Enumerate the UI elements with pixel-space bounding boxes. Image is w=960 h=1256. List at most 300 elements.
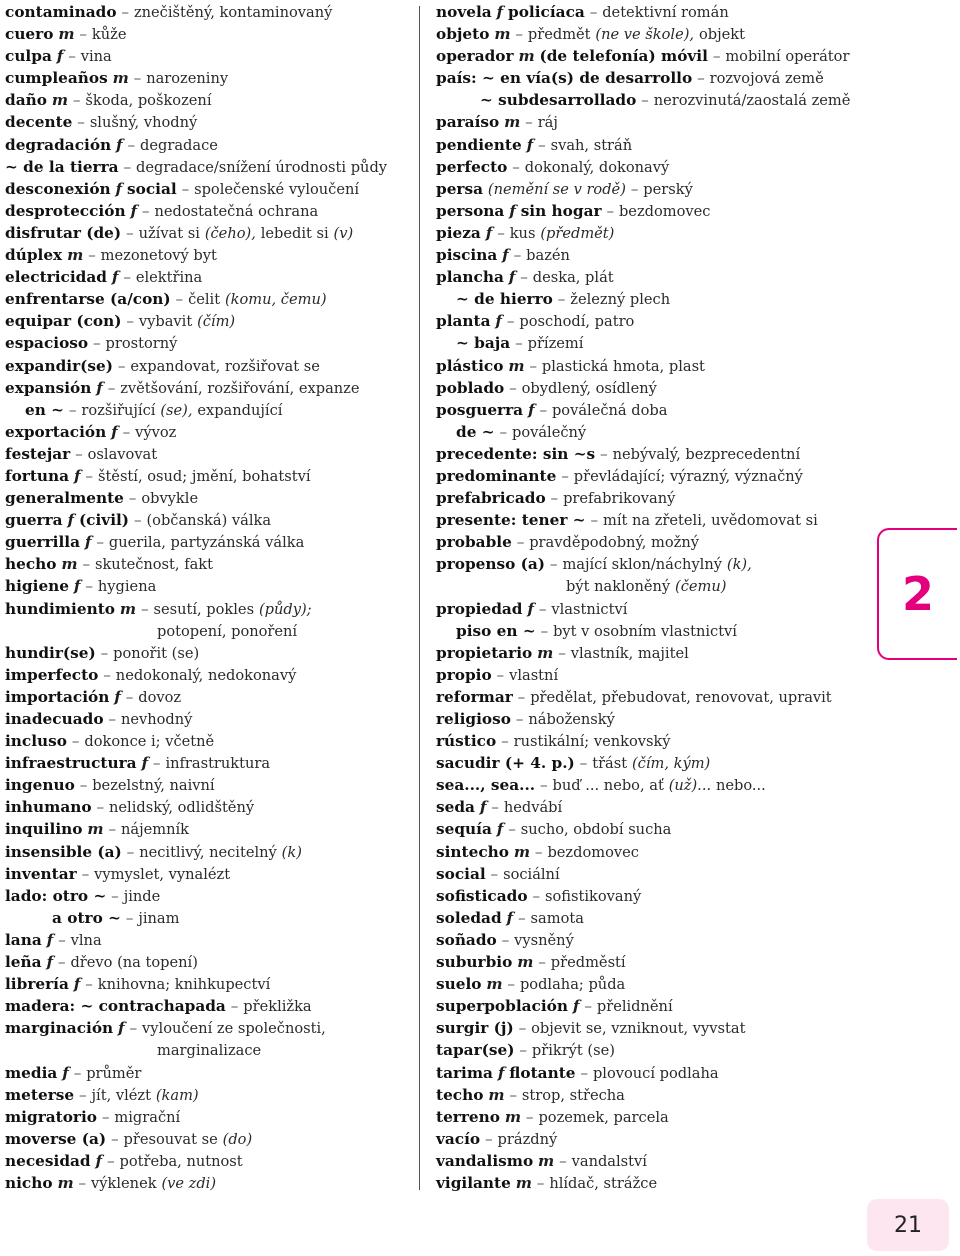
headword-continuation: sin hogar [520,201,602,220]
headword: lana [5,930,42,949]
separator-dash: – [540,776,548,795]
dictionary-entry [5,642,415,664]
separator-dash: – [85,975,93,994]
separator-dash: – [68,47,76,66]
dictionary-entry [5,487,415,509]
headword: daño [5,91,47,110]
translation: elektřina [135,269,203,287]
dictionary-entry [5,443,415,465]
dictionary-entry [436,531,866,553]
gender-marker: f [496,3,504,21]
headword: decente [5,113,73,132]
separator-dash: – [82,555,91,574]
separator-dash: – [79,25,88,44]
translation-continuation: nebo... [715,777,766,795]
translation: vandalství [571,1152,647,1170]
gender-marker: m [517,953,534,972]
separator-dash: – [230,997,239,1016]
dictionary-entry [436,708,866,730]
gender-marker: m [513,842,531,861]
usage-note: (čeho), [204,224,256,242]
usage-note: (k) [281,843,302,861]
headword: objeto [436,25,490,44]
translation: přelidnění [596,998,673,1016]
dictionary-entry [5,45,415,67]
headword-continuation: policíaca [508,3,585,21]
dictionary-entry [5,686,415,708]
dictionary-entry [436,973,866,995]
dictionary-entry [436,995,866,1017]
gender-marker: f [73,975,81,994]
gender-marker: f [95,1151,103,1170]
separator-dash: – [518,1019,527,1038]
separator-dash: – [515,710,524,728]
separator-dash: – [108,710,117,728]
dictionary-entry [5,774,415,796]
gender-marker: f [141,754,149,773]
headword: tarima [436,1063,493,1082]
headword: pieza [436,223,481,242]
separator-dash: – [507,975,516,994]
translation: vina [80,48,112,66]
gender-marker: f [485,223,493,242]
separator-dash: – [606,201,615,220]
separator-dash: – [101,1107,110,1126]
separator-dash: – [181,179,190,198]
separator-dash: – [539,400,548,419]
headword: electricidad [5,268,107,287]
dictionary-entry [5,67,415,89]
headword: hundir(se) [5,643,96,662]
dictionary-entry [436,111,866,133]
dictionary-entry [436,332,866,354]
translation: rozvojová země [709,70,824,88]
separator-dash: – [525,1107,534,1126]
headword: reformar [436,687,513,706]
separator-dash: – [509,1085,518,1104]
separator-dash: – [519,1041,527,1060]
grammar-note: (nemění se v rodě) [487,180,626,198]
dictionary-entry [436,907,866,929]
dictionary-entry [436,67,866,89]
translation: zvětšování, rozšiřování, expanze [120,379,360,397]
headword: moverse (a) [5,1129,107,1148]
dictionary-entry [436,1062,866,1084]
dictionary-entry [436,818,866,840]
translation: perský [643,180,693,198]
usage-note: (čím) [197,313,236,331]
gender-marker: f [527,400,535,419]
translation: detektivní román [602,4,729,21]
dictionary-entry [5,796,415,818]
translation: rustikální; venkovský [513,733,671,751]
translation: obvykle [141,490,199,508]
translation: nevhodný [120,711,193,728]
headword: migratorio [5,1107,98,1126]
headword: necesidad [5,1151,91,1170]
headword: sequía [436,820,492,839]
headword: guerra [5,511,63,530]
gender-marker: f [506,908,514,927]
dictionary-entry [5,951,415,973]
dictionary-entry [5,1106,415,1128]
separator-dash: – [558,643,566,662]
separator-dash: – [85,577,94,596]
gender-marker: f [73,577,81,596]
dictionary-entry [5,134,415,156]
page-number: 21 [894,1212,922,1238]
dictionary-entry [436,664,866,686]
separator-dash: – [550,489,559,508]
dictionary-entry [5,1172,415,1194]
dictionary-entry [436,774,866,796]
dictionary-entry [436,642,866,664]
dictionary-entry [5,907,415,929]
separator-dash: – [641,91,649,110]
separator-dash: – [133,69,142,88]
headword: tapar(se) [436,1041,515,1060]
translation: kus [509,224,536,242]
translation: samota [530,909,584,927]
translation-continuation: lebedit si [260,224,329,242]
translation: migrační [114,1108,181,1126]
translation: mít na zřeteli, uvědomovat si [602,512,818,530]
headword: desprotección [5,201,126,220]
separator-dash: – [580,1063,589,1082]
gender-marker: m [518,47,535,66]
headword: ~ de la tierra [5,157,119,176]
gender-marker: f [130,201,138,220]
dictionary-entry [436,1150,866,1172]
dictionary-entry [5,421,415,443]
translation: předměstí [550,954,626,972]
separator-dash: – [549,555,558,574]
headword: inhumano [5,798,92,817]
translation: přízemí [527,335,584,353]
translation: poschodí, patro [519,313,635,331]
gender-marker: f [67,511,75,530]
headword: inadecuado [5,710,104,728]
translation: bezdomovec [547,843,639,861]
headword: leña [5,953,42,972]
dictionary-entry [436,841,866,863]
column-divider [419,6,420,1190]
translation: jinde [123,887,161,905]
usage-note: (už)... [668,777,712,795]
headword-continuation: (de telefonía) móvil [539,47,708,66]
gender-marker: m [508,356,525,375]
headword: ~ de hierro [456,290,553,309]
translation: nerozvinutá/zaostalá země [653,92,851,110]
dictionary-entry [5,178,415,200]
headword: soñado [436,930,497,949]
translation: vývoz [135,423,177,441]
translation: marginalizace [157,1042,262,1060]
gender-marker: m [67,246,84,265]
headword: guerrilla [5,533,81,552]
dictionary-entry [436,1,866,23]
dictionary-entry [5,929,415,951]
separator-dash: – [71,732,80,751]
dictionary-entry [436,355,866,377]
headword: surgir (j) [436,1019,514,1038]
translation: znečištěný, kontaminovaný [133,4,333,21]
translation: přesouvat se [123,1130,218,1148]
translation: dokonce i; včetně [84,733,215,751]
separator-dash: – [532,886,541,905]
translation: podlaha; půda [519,976,626,994]
dictionary-entry [5,1150,415,1172]
separator-dash: – [92,334,101,353]
headword: poblado [436,378,505,397]
gender-marker: f [508,268,516,287]
headword: festejar [5,444,71,463]
dictionary-entry [5,89,415,111]
dictionary-entry [5,266,415,288]
translation: jít, vlézt [91,1086,151,1104]
chapter-tab [877,528,957,660]
dictionary-entry [5,465,415,487]
headword: contaminado [5,3,117,21]
gender-marker: m [57,1173,74,1192]
headword: hundimiento [5,599,115,618]
headword: pendiente [436,135,522,154]
separator-dash: – [141,201,150,220]
translation: potopení, ponoření [157,622,298,640]
translation: vyloučení ze společnosti, [142,1020,326,1038]
dictionary-entry [5,399,415,421]
translation: potřeba, nutnost [119,1152,243,1170]
translation: výklenek [91,1174,157,1192]
translation: rozšiřující [81,401,156,419]
translation: překližka [243,998,312,1016]
separator-dash: – [125,687,134,706]
separator-dash: – [525,113,533,132]
translation: mezonetový byt [100,247,217,265]
dictionary-entry [436,1084,866,1106]
headword: sacudir (+ 4. p.) [436,754,575,773]
dictionary-entry [5,752,415,774]
dictionary-entry [5,598,415,620]
gender-marker: f [46,953,54,972]
translation: skutečnost, fakt [94,556,214,574]
translation: přikrýt (se) [531,1042,615,1060]
separator-dash: – [561,466,569,485]
dictionary-entry [5,222,415,244]
dictionary-entry [436,863,866,885]
translation: nebývalý, bezprecedentní [612,445,801,463]
translation: sucho, období sucha [520,821,672,839]
dictionary-entry [5,708,415,730]
translation: jinam [138,909,180,927]
headword: expandir(se) [5,356,113,375]
translation: prefabrikovaný [563,490,676,508]
gender-marker: m [504,1107,522,1126]
translation: dokonalý, dokonavý [524,158,670,176]
headword: ~ subdesarrollado [480,91,637,110]
dictionary-entry [436,620,866,642]
dictionary-entry [436,752,866,774]
translation: (občanská) válka [146,512,272,530]
dictionary-entry [436,377,866,399]
translation: náboženský [528,711,615,728]
headword: cuero [5,25,54,44]
headword: espacioso [5,334,89,353]
gender-marker: m [537,643,554,662]
translation: dřevo (na topení) [70,954,198,972]
headword: predominante [436,466,557,485]
translation: narozeniny [146,70,229,88]
headword: sintecho [436,842,509,861]
separator-dash: – [508,820,516,839]
separator-dash: – [77,113,85,132]
separator-dash: – [579,754,588,773]
dictionary-entry [5,730,415,752]
dictionary-entry [436,89,866,111]
headword: plancha [436,268,504,287]
translation: vlastní [509,666,559,684]
dictionary-entry [5,973,415,995]
translation: nedostatečná ochrana [154,202,319,220]
translation: nájemník [120,821,189,839]
separator-dash: – [73,1063,82,1082]
separator-dash: – [123,157,132,176]
separator-dash: – [108,820,117,839]
translation: necitlivý, necitelný [139,843,277,861]
separator-dash: – [501,732,509,751]
left-column [5,1,415,1194]
headword: inventar [5,864,77,883]
headword: importación [5,687,110,706]
separator-dash: – [540,621,549,640]
separator-dash: – [140,599,149,618]
gender-marker: f [114,687,121,706]
translation: objevit se, vzniknout, vyvstat [531,1020,746,1038]
translation: bazén [526,247,570,265]
dictionary-entry [436,465,866,487]
dictionary-entry [436,929,866,951]
translation: bezelstný, naivní [92,777,215,795]
dictionary-entry [436,686,866,708]
translation: pravděpodobný, možný [529,534,699,552]
separator-dash: – [497,223,505,242]
dictionary-entry [436,23,866,45]
headword: imperfecto [5,665,99,684]
headword: insensible (a) [5,842,122,861]
headword: de ~ [456,422,495,441]
usage-note: (k), [726,556,752,574]
headword-continuation: (civil) [78,511,130,530]
separator-dash: – [117,356,126,375]
separator-dash: – [590,511,599,530]
gender-marker: f [502,246,509,265]
headword: prefabricado [436,489,546,508]
headword: soledad [436,908,502,927]
dictionary-entry [436,399,866,421]
translation: vybavit [138,313,193,331]
headword: dúplex [5,246,63,265]
page-number-box [867,1199,949,1251]
translation: strop, střecha [521,1086,625,1104]
translation: pozemek, parcela [538,1108,669,1126]
separator-dash: – [111,886,119,905]
dictionary-entry [5,111,415,133]
dictionary-entry [5,553,415,575]
headword: inquilino [5,820,83,839]
translation: sesutí, pokles [153,600,255,618]
translation: oslavovat [87,445,158,463]
headword: disfrutar (de) [5,223,122,242]
separator-dash: – [96,798,105,817]
headword: precedente: sin ~s [436,444,596,463]
separator-dash: – [88,246,96,265]
translation: plovoucí podlaha [592,1064,719,1082]
headword: social [436,864,486,883]
dictionary-entry [436,1039,866,1061]
dictionary-entry [436,244,866,266]
dictionary-entry [436,575,866,597]
gender-marker: m [488,1085,505,1104]
gender-marker: m [87,820,104,839]
separator-dash: – [72,91,81,110]
dictionary-entry [5,244,415,266]
translation: vlastnictví [551,600,628,618]
translation: slušný, vhodný [89,114,198,132]
usage-note: (čemu) [675,578,727,596]
separator-dash: – [630,179,639,198]
translation: vysněný [514,931,574,949]
gender-marker: m [538,1151,555,1170]
translation: poválečný [511,423,587,441]
headword: novela [436,3,492,21]
dictionary-entry [5,1,415,23]
dictionary-entry [436,421,866,443]
translation: obydlený, osídlený [521,379,657,397]
dictionary-entry [436,45,866,67]
headword: perfecto [436,157,508,176]
dictionary-entry [5,377,415,399]
separator-dash: – [536,1173,545,1192]
dictionary-entry [436,730,866,752]
usage-note: (do) [222,1130,253,1148]
translation: průměr [86,1064,142,1082]
separator-dash: – [126,312,134,331]
gender-marker: f [479,798,487,817]
gender-marker: f [111,422,118,441]
gender-marker: m [494,25,511,44]
translation: hedvábí [503,799,563,817]
dictionary-entry [5,995,415,1017]
translation: sociální [503,865,560,883]
headword: posguerra [436,400,524,419]
headword: planta [436,312,491,331]
gender-marker: m [504,113,521,132]
gender-marker: m [51,91,68,110]
separator-dash: – [123,268,131,287]
usage-note: (se), [160,401,193,419]
dictionary-entry [5,156,415,178]
separator-dash: – [515,25,524,44]
separator-dash: – [485,1129,493,1148]
usage-note: (ne ve škole), [595,26,695,44]
translation: byt v osobním vlastnictví [553,622,737,640]
headword-continuation: flotante [509,1063,576,1082]
translation: převládající; výrazný, význačný [573,467,803,485]
dictionary-entry [5,355,415,377]
separator-dash: – [513,246,522,265]
translation: třást [592,755,628,773]
translation: nelidský, odlidštěný [109,799,255,817]
